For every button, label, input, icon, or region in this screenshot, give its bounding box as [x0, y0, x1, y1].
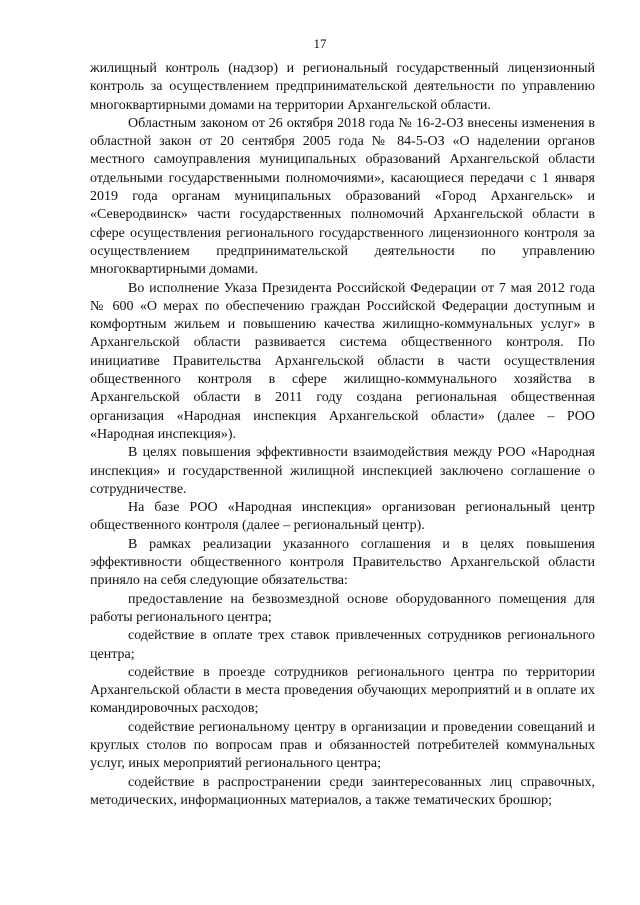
document-body	[90, 60, 595, 810]
list-item-premises: предоставление на безвозмездной основе оборудованного помещения для работы регионального центра;	[90, 591, 595, 625]
paragraph-4: В целях повышения эффективности взаимодействия между РОО «Народная инспекция» и государственной жилищной инспекцией заключено соглашение о сотрудничестве.	[90, 445, 595, 497]
paragraph-2: Областным законом от 26 октября 2018 года № 16-2-ОЗ внесены изменения в областной закон от 20 сентября 2005 года № 84-5-ОЗ «О наделении органов местного самоуправления муниципальных образований Архангельской области отдельными государственными полномочиями», касающиеся передачи с 1 января 2019 года органам муниципальных образований «Город Архангельск» и «Северодвинск» части государственных полномочий Архангельской области в сфере осуществления регионального государственного лицензионного контроля за осуществлением предпринимательской деятельности по управлению многоквартирными домами.	[90, 115, 595, 278]
list-item-meetings: содействие региональному центру в организации и проведении совещаний и круглых столов по вопросам прав и обязанностей потребителей коммунальных услуг, иных мероприятий регионального центра;	[90, 719, 595, 772]
paragraph-6: В рамках реализации указанного соглашения и в целях повышения эффективности общественного контроля Правительство Архангельской области приняло на себя следующие обязательства:	[90, 536, 595, 589]
list-item-travel: содействие в проезде сотрудников регионального центра по территории Архангельской области в места проведения обучающих мероприятий и в оплате их командировочных расходов;	[90, 664, 595, 717]
page-number: 17	[313, 36, 327, 51]
paragraph-3: Во исполнение Указа Президента Российской Федерации от 7 мая 2012 года № 600 «О мерах по обеспечению граждан Российской Федерации доступным и комфортным жильем и повышению качества жилищно-коммунальных услуг» в Архангельской области развивается система общественного контроля. По инициативе Правительства Архангельской области в части осуществления общественного контроля в сфере жилищно-коммунального хозяйства в Архангельской области в 2011 году создана региональная общественная организация «Народная инспекция Архангельской области» (далее – РОО «Народная инспекция»).	[90, 280, 595, 442]
paragraph-5: На базе РОО «Народная инспекция» организован региональный центр общественного контроля (далее – региональный центр).	[90, 500, 595, 534]
list-item-materials: содействие в распространении среди заинтересованных лиц справочных, методических, информационных материалов, а также тематических брошюр;	[90, 774, 595, 808]
paragraph-1: жилищный контроль (надзор) и региональный государственный лицензионный контроль за осуществлением предпринимательской деятельности по управлению многоквартирными домами на территории Архангельской области.	[90, 61, 595, 113]
list-item-staff-payment: содействие в оплате трех ставок привлеченных сотрудников регионального центра;	[90, 628, 595, 662]
